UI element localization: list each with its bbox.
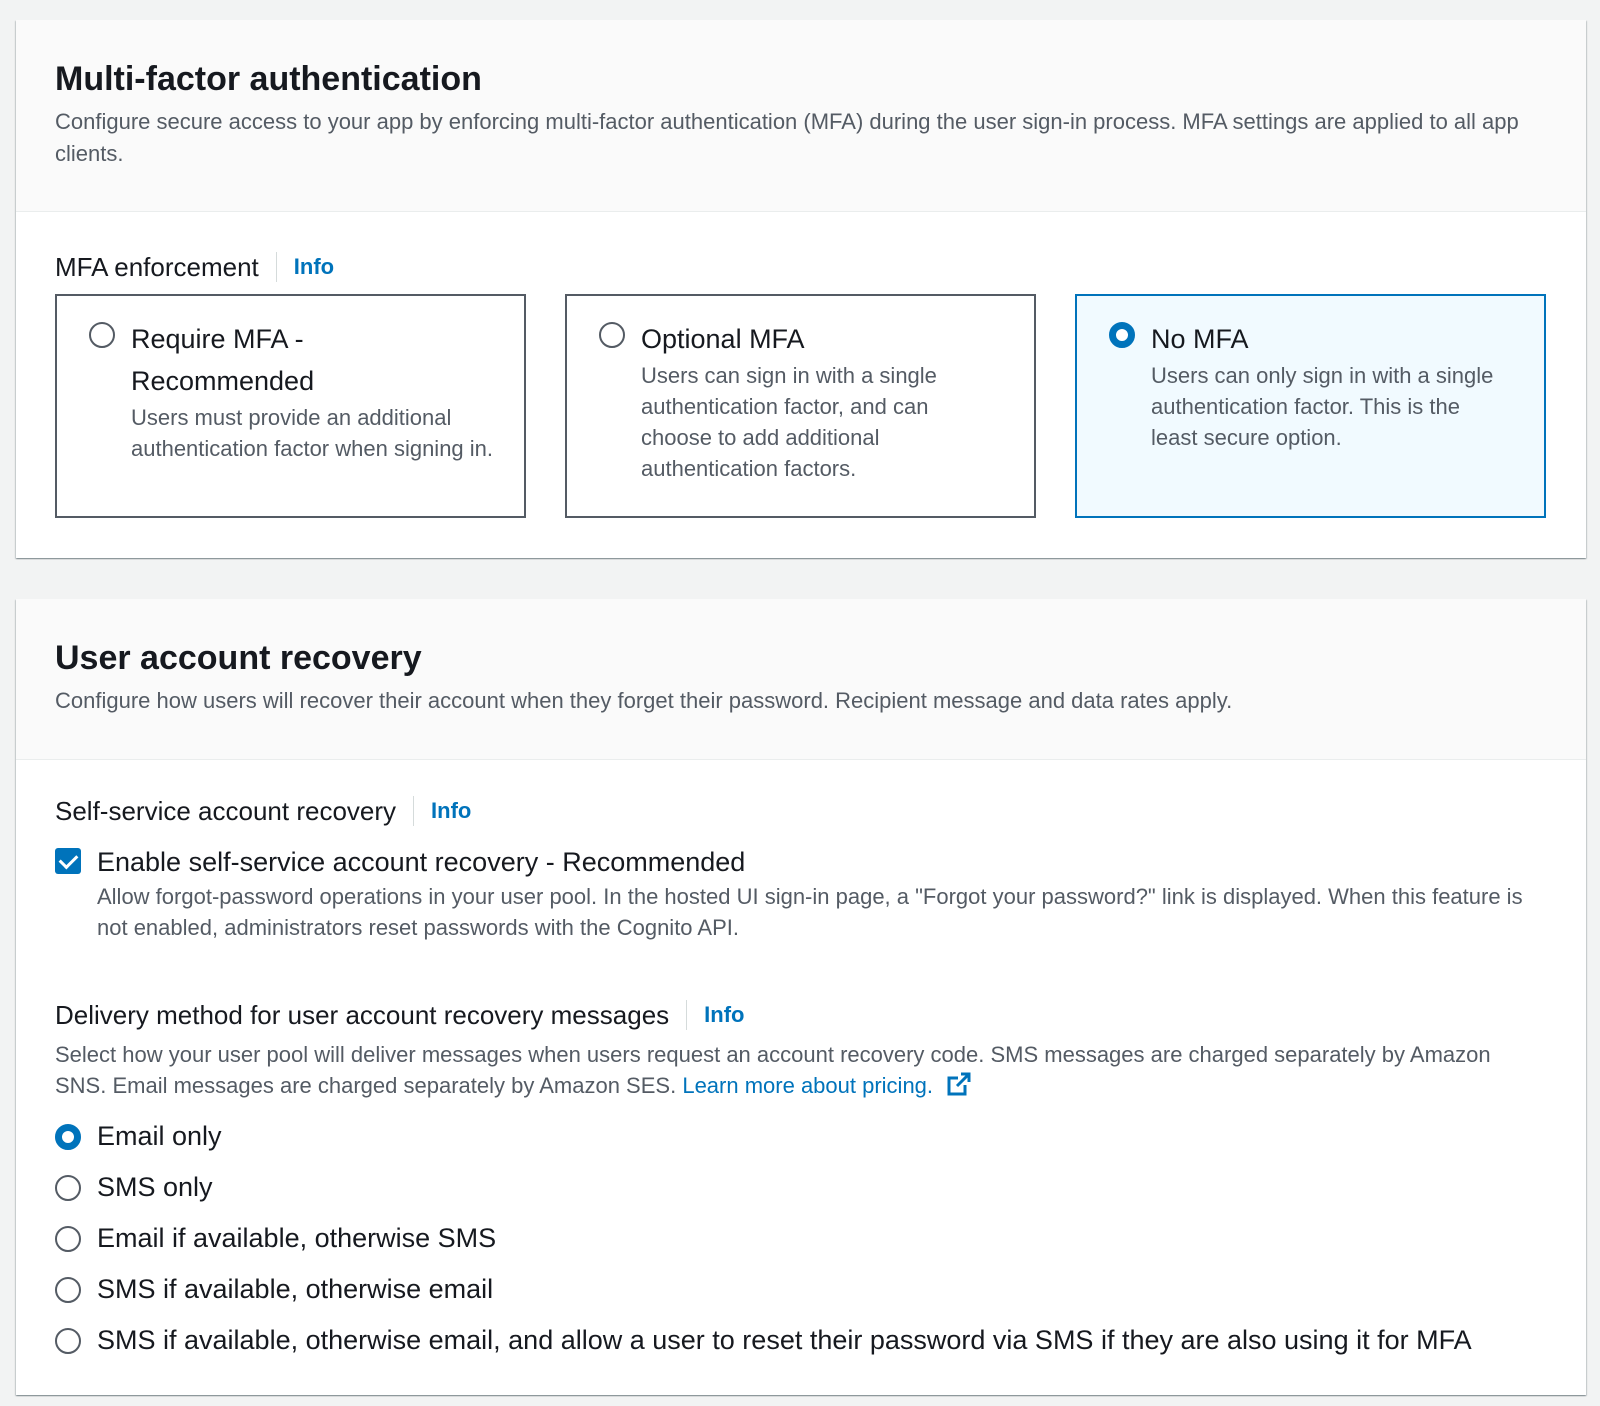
mfa-enforcement-label-row: [55, 250, 334, 284]
radio-optional-mfa[interactable]: [599, 322, 625, 348]
mfa-option-title: Require MFA - Recommended: [131, 324, 315, 396]
enable-recovery-description: Allow forgot-password operations in your user pool. In the hosted UI sign-in page, a "Forgot your password?" link is displayed. When this feature is not enabled, administrators reset passwords with the Cognito API.: [97, 884, 1523, 940]
self-service-label-row: [55, 794, 471, 828]
enable-recovery-label: Enable self-service account recovery - Recommended: [97, 847, 746, 877]
recovery-description: Configure how users will recover their account when they forget their password. Recipient message and data rates apply.: [55, 688, 1233, 713]
delivery-options: [55, 1111, 1472, 1366]
delivery-label: Delivery method for user account recovery messages: [55, 1000, 670, 1030]
recovery-header: [16, 599, 1586, 760]
mfa-option-title: Optional MFA: [641, 324, 805, 354]
radio-email-then-sms[interactable]: [55, 1226, 81, 1252]
radio-no-mfa[interactable]: [1109, 322, 1135, 348]
mfa-enforcement-info-link[interactable]: Info: [276, 252, 334, 282]
mfa-option-title: No MFA: [1151, 324, 1249, 354]
self-service-label: Self-service account recovery: [55, 796, 397, 826]
delivery-label-row: [55, 998, 744, 1032]
delivery-option-sms-then-email[interactable]: [55, 1264, 1472, 1315]
mfa-option-optional[interactable]: [565, 294, 1036, 518]
recovery-panel: [16, 599, 1586, 1395]
mfa-option-require[interactable]: [55, 294, 526, 518]
recovery-title: User account recovery: [55, 639, 422, 677]
mfa-option-description: Users must provide an additional authentication factor when signing in.: [131, 405, 494, 461]
pricing-link[interactable]: Learn more about pricing.: [682, 1073, 934, 1098]
mfa-enforcement-label: MFA enforcement: [55, 252, 259, 282]
delivery-description-block: [55, 1039, 1535, 1106]
delivery-option-label: SMS if available, otherwise email, and allow a user to reset their password via SMS if they are also using it for MFA: [97, 1325, 1472, 1355]
delivery-option-email-only[interactable]: [55, 1111, 1472, 1162]
self-service-info-link[interactable]: Info: [413, 796, 471, 826]
delivery-description: Select how your user pool will deliver messages when users request an account recovery code. SMS messages are charged separately by Amazon SNS. Email messages are charged separately by Amazon SES.: [55, 1042, 1491, 1098]
external-link-icon[interactable]: [945, 1070, 973, 1106]
delivery-info-link[interactable]: Info: [686, 1000, 744, 1030]
mfa-option-none[interactable]: [1075, 294, 1546, 518]
delivery-option-label: Email only: [97, 1121, 222, 1151]
mfa-header: [16, 20, 1586, 212]
enable-recovery-checkbox[interactable]: [55, 848, 81, 874]
radio-sms-then-email[interactable]: [55, 1277, 81, 1303]
mfa-description: Configure secure access to your app by enforcing multi-factor authentication (MFA) during the user sign-in process. MFA settings are applied to all app clients.: [55, 109, 1519, 166]
delivery-option-email-then-sms[interactable]: [55, 1213, 1472, 1264]
delivery-option-label: Email if available, otherwise SMS: [97, 1223, 497, 1253]
delivery-option-sms-only[interactable]: [55, 1162, 1472, 1213]
mfa-title: Multi-factor authentication: [55, 60, 482, 98]
delivery-option-sms-mfa[interactable]: [55, 1315, 1472, 1366]
delivery-option-label: SMS if available, otherwise email: [97, 1274, 494, 1304]
mfa-option-description: Users can sign in with a single authentication factor, and can choose to add additional authentication factors.: [641, 363, 937, 481]
delivery-option-label: SMS only: [97, 1172, 213, 1202]
radio-require-mfa[interactable]: [89, 322, 115, 348]
mfa-options: [55, 294, 1546, 518]
mfa-option-description: Users can only sign in with a single authentication factor. This is the least secure option.: [1151, 363, 1494, 450]
radio-sms-mfa[interactable]: [55, 1328, 81, 1354]
mfa-panel: [16, 20, 1586, 558]
radio-email-only[interactable]: [55, 1124, 81, 1150]
enable-recovery-option[interactable]: [55, 845, 1535, 943]
radio-sms-only[interactable]: [55, 1175, 81, 1201]
